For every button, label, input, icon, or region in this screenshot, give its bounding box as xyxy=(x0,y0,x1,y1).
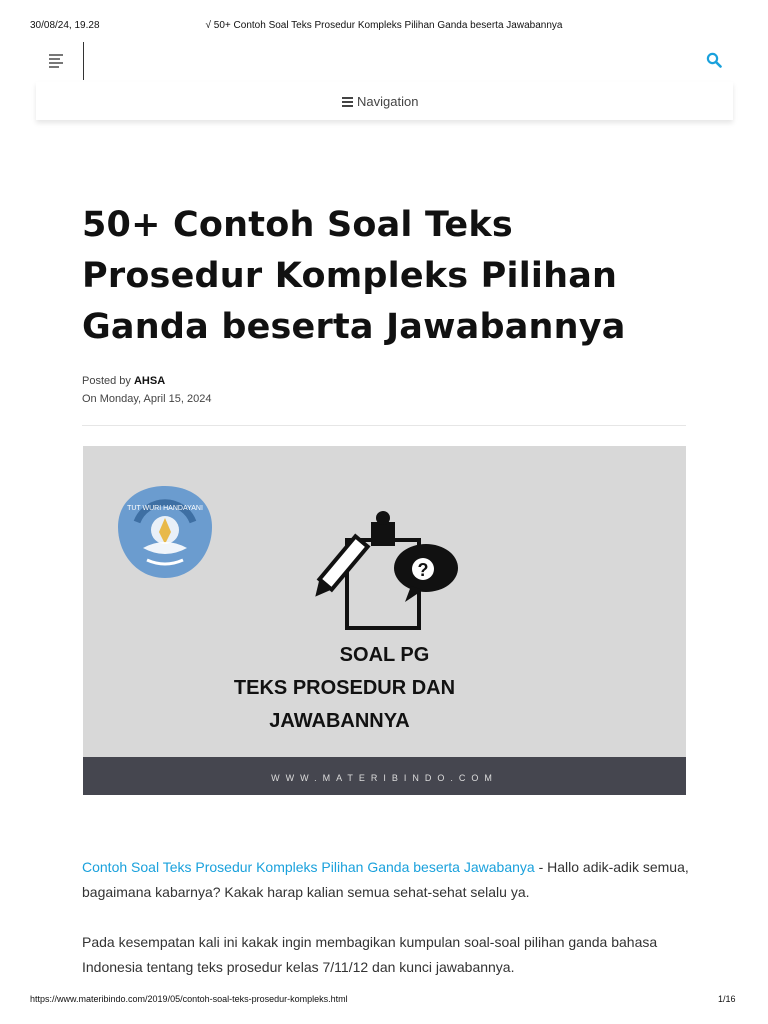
topbar-divider xyxy=(83,42,84,80)
site-topbar xyxy=(36,40,733,80)
clipboard-question-icon xyxy=(313,506,463,636)
intro-link[interactable]: Contoh Soal Teks Prosedur Kompleks Pilihan Ganda beserta Jawabanya xyxy=(82,859,535,875)
intro-text: - Hallo adik-adik semua, bagaimana kabarnya? Kakak harap kalian semua sehat-sehat selalu ya. xyxy=(82,859,689,900)
hero-line-3: JAWABANNYA xyxy=(269,710,410,732)
hero-image xyxy=(83,446,686,795)
navbar xyxy=(36,82,733,120)
print-page-title: √ 50+ Contoh Soal Teks Prosedur Kompleks Pilihan Ganda beserta Jawabannya xyxy=(205,20,563,31)
print-url: https://www.materibindo.com/2019/05/contoh-soal-teks-prosedur-kompleks.html xyxy=(30,994,348,1004)
hero-line-1: SOAL PG xyxy=(339,644,430,666)
menu-bars-icon xyxy=(342,97,353,107)
tut-wuri-handayani-emblem xyxy=(115,482,215,582)
print-page-number: 1/16 xyxy=(718,994,736,1004)
navigation-label: Navigation xyxy=(357,94,419,109)
print-header xyxy=(0,20,768,34)
svg-text:?: ? xyxy=(417,560,429,580)
posted-by-prefix: Posted by xyxy=(82,375,131,387)
intro-paragraph xyxy=(82,855,692,904)
author-link[interactable]: AHSA xyxy=(133,375,166,387)
search-icon[interactable] xyxy=(706,52,722,68)
post-meta xyxy=(82,372,211,408)
hamburger-icon[interactable] xyxy=(49,54,63,65)
second-paragraph: Pada kesempatan kali ini kakak ingin membagikan kumpulan soal-soal pilihan ganda bahasa Indonesia tentang teks prosedur kelas 7/11/12 dan kunci jawabannya. xyxy=(82,934,658,975)
emblem-text: TUT WURI HANDAYANI xyxy=(127,505,203,512)
article-title: 50+ Contoh Soal Teks Prosedur Kompleks Pilihan Ganda beserta Jawabannya xyxy=(82,205,626,347)
hero-banner: WWW.MATERIBINDO.COM xyxy=(83,757,686,795)
navigation-toggle[interactable] xyxy=(342,94,418,109)
print-datetime: 30/08/24, 19.28 xyxy=(30,20,100,31)
meta-divider xyxy=(82,425,686,426)
hero-line-2: TEKS PROSEDUR DAN xyxy=(233,677,456,699)
post-date: On Monday, April 15, 2024 xyxy=(82,393,212,405)
